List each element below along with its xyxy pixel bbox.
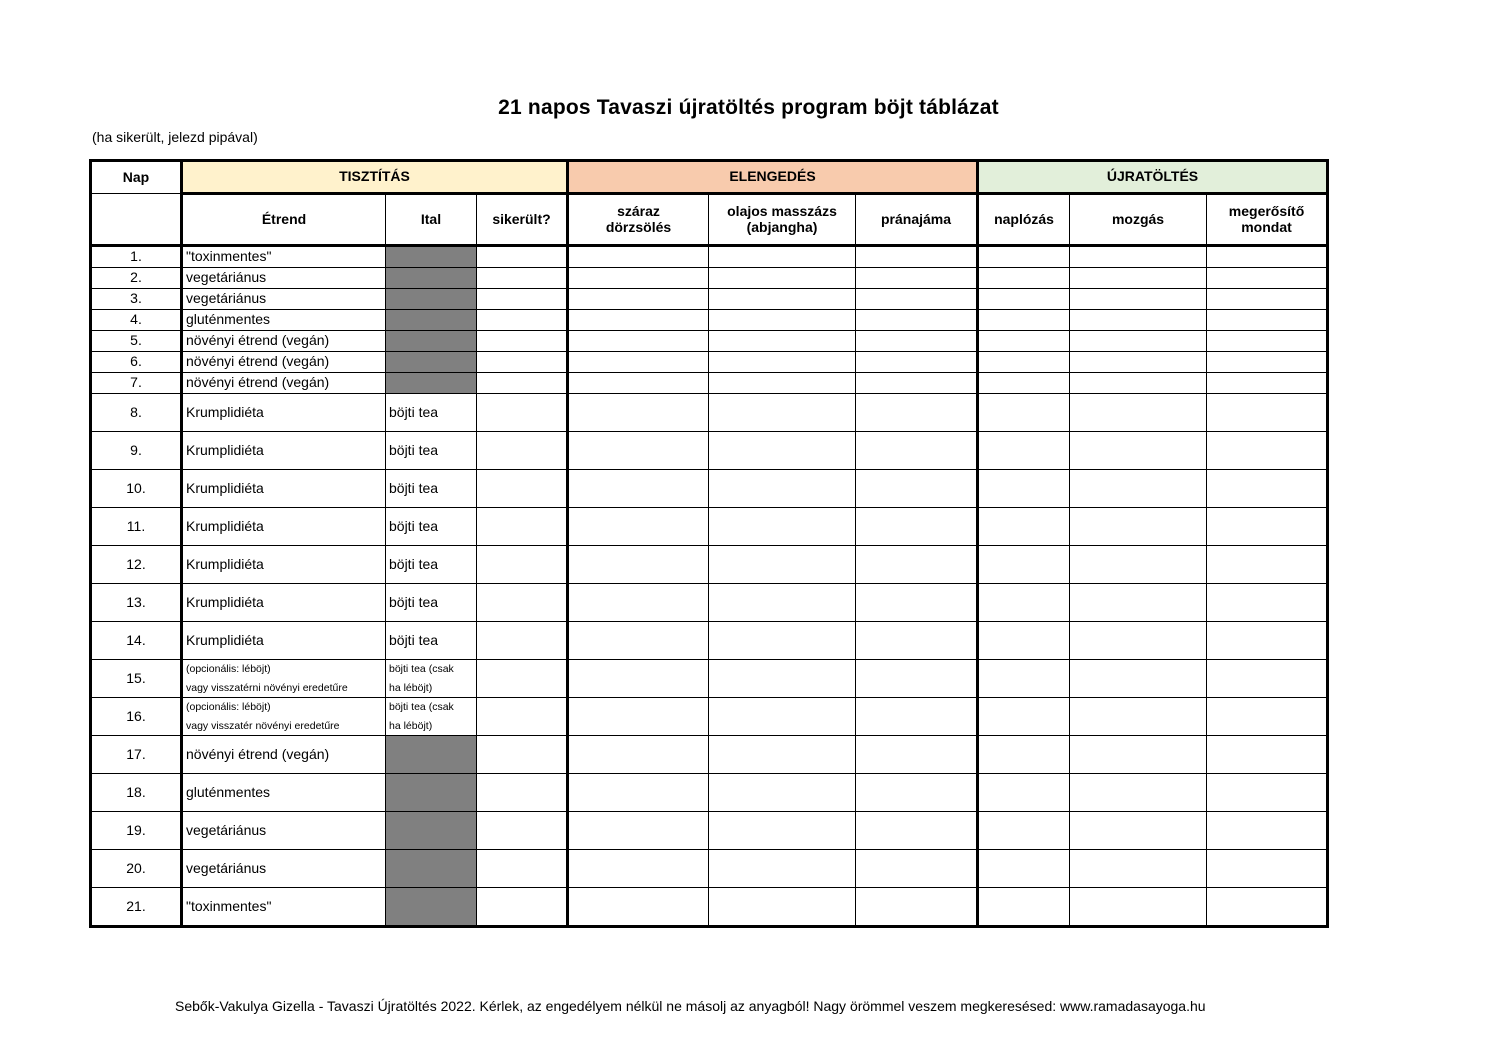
mozgas-cell[interactable] <box>1070 584 1207 622</box>
olajos-masszazs-cell[interactable] <box>709 432 856 470</box>
etrend-cell: Krumplidiéta <box>182 546 386 584</box>
col-sikerult: sikerült? <box>477 194 568 246</box>
ital-line2: ha léböjt) <box>389 681 433 694</box>
mozgas-cell[interactable] <box>1070 888 1207 927</box>
naplozas-cell[interactable] <box>978 289 1070 310</box>
naplozas-cell[interactable] <box>978 470 1070 508</box>
nap-cell: 9. <box>91 432 182 470</box>
sikerult-checkbox-cell[interactable] <box>477 812 568 850</box>
megerosito-mondat-cell[interactable] <box>1207 432 1328 470</box>
naplozas-cell[interactable] <box>978 432 1070 470</box>
etrend-line2: vagy visszatérni növényi eredetűre <box>186 681 348 694</box>
table-row <box>91 774 1328 812</box>
etrend-cell: vegetáriánus <box>182 850 386 888</box>
table-row <box>91 698 1328 736</box>
naplozas-cell[interactable] <box>978 310 1070 331</box>
mozgas-cell[interactable] <box>1070 850 1207 888</box>
group-elengedes: ELENGEDÉS <box>568 161 978 194</box>
megerosito-mondat-cell[interactable] <box>1207 812 1328 850</box>
mozgas-cell[interactable] <box>1070 660 1207 698</box>
table-row <box>91 432 1328 470</box>
table-row <box>91 508 1328 546</box>
etrend-cell: Krumplidiéta <box>182 394 386 432</box>
ital-cell: böjti tea <box>386 432 477 470</box>
szaraz-dorzsoles-cell[interactable] <box>568 584 709 622</box>
olajos-masszazs-cell[interactable] <box>709 850 856 888</box>
naplozas-cell[interactable] <box>978 698 1070 736</box>
szaraz-dorzsoles-cell[interactable] <box>568 289 709 310</box>
ital-cell <box>386 246 477 268</box>
szaraz-dorzsoles-cell[interactable] <box>568 736 709 774</box>
szaraz-dorzsoles-cell[interactable] <box>568 246 709 268</box>
ital-cell <box>386 268 477 289</box>
footer-copyright: Sebők-Vakulya Gizella - Tavaszi Újratöltés 2022. Kérlek, az engedélyem nélkül ne másolj az anyagból! Nagy örömmel veszem megkeresésed: www.ramadasayoga.hu <box>175 998 1206 1014</box>
olajos-masszazs-cell[interactable] <box>709 470 856 508</box>
etrend-cell: Krumplidiéta <box>182 470 386 508</box>
szaraz-dorzsoles-cell[interactable] <box>568 394 709 432</box>
pranajama-cell[interactable] <box>856 698 978 736</box>
naplozas-cell[interactable] <box>978 736 1070 774</box>
ital-cell <box>386 698 477 736</box>
ital-cell: böjti tea <box>386 508 477 546</box>
megerosito-mondat-cell[interactable] <box>1207 470 1328 508</box>
etrend-cell: növényi étrend (vegán) <box>182 352 386 373</box>
ital-line1: böjti tea (csak <box>389 701 454 714</box>
megerosito-mondat-cell[interactable] <box>1207 584 1328 622</box>
nap-header: Nap <box>91 161 182 194</box>
table-row <box>91 310 1328 331</box>
naplozas-cell[interactable] <box>978 508 1070 546</box>
megerosito-mondat-cell[interactable] <box>1207 246 1328 268</box>
etrend-line1: (opcionális: léböjt) <box>186 663 271 676</box>
fasting-table <box>89 159 1329 928</box>
table-row <box>91 812 1328 850</box>
table-row <box>91 470 1328 508</box>
megerosito-mondat-cell[interactable] <box>1207 774 1328 812</box>
sikerult-checkbox-cell[interactable] <box>477 888 568 927</box>
col-pranajama: pránajáma <box>856 194 978 246</box>
nap-subheader <box>91 194 182 246</box>
mozgas-cell[interactable] <box>1070 268 1207 289</box>
szaraz-dorzsoles-cell[interactable] <box>568 432 709 470</box>
pranajama-cell[interactable] <box>856 470 978 508</box>
pranajama-cell[interactable] <box>856 774 978 812</box>
nap-cell: 11. <box>91 508 182 546</box>
etrend-cell: gluténmentes <box>182 774 386 812</box>
sikerult-checkbox-cell[interactable] <box>477 352 568 373</box>
olajos-masszazs-cell[interactable] <box>709 394 856 432</box>
sikerult-checkbox-cell[interactable] <box>477 660 568 698</box>
etrend-cell: Krumplidiéta <box>182 584 386 622</box>
table-row <box>91 584 1328 622</box>
etrend-cell: "toxinmentes" <box>182 888 386 927</box>
group-header-row <box>91 161 1328 194</box>
etrend-cell: növényi étrend (vegán) <box>182 736 386 774</box>
pranajama-cell[interactable] <box>856 289 978 310</box>
sikerult-checkbox-cell[interactable] <box>477 268 568 289</box>
sikerult-checkbox-cell[interactable] <box>477 432 568 470</box>
mozgas-cell[interactable] <box>1070 470 1207 508</box>
nap-cell: 7. <box>91 373 182 394</box>
table-row <box>91 622 1328 660</box>
olajos-masszazs-cell[interactable] <box>709 888 856 927</box>
megerosito-mondat-cell[interactable] <box>1207 310 1328 331</box>
olajos-masszazs-cell[interactable] <box>709 268 856 289</box>
table-row <box>91 736 1328 774</box>
pranajama-cell[interactable] <box>856 352 978 373</box>
table-row <box>91 888 1328 927</box>
naplozas-cell[interactable] <box>978 394 1070 432</box>
naplozas-cell[interactable] <box>978 850 1070 888</box>
table-row <box>91 850 1328 888</box>
table-row <box>91 289 1328 310</box>
ital-line1: böjti tea (csak <box>389 663 454 676</box>
ital-cell <box>386 660 477 698</box>
mozgas-cell[interactable] <box>1070 373 1207 394</box>
olajos-masszazs-cell[interactable] <box>709 508 856 546</box>
megerosito-mondat-cell[interactable] <box>1207 546 1328 584</box>
ital-cell: böjti tea <box>386 470 477 508</box>
pranajama-cell[interactable] <box>856 850 978 888</box>
naplozas-cell[interactable] <box>978 352 1070 373</box>
nap-cell: 4. <box>91 310 182 331</box>
szaraz-dorzsoles-cell[interactable] <box>568 508 709 546</box>
sikerult-checkbox-cell[interactable] <box>477 508 568 546</box>
szaraz-dorzsoles-cell[interactable] <box>568 331 709 352</box>
nap-cell: 2. <box>91 268 182 289</box>
megerosito-mondat-cell[interactable] <box>1207 660 1328 698</box>
ital-cell <box>386 736 477 774</box>
mozgas-cell[interactable] <box>1070 289 1207 310</box>
nap-cell: 17. <box>91 736 182 774</box>
pranajama-cell[interactable] <box>856 584 978 622</box>
col-olajos-line1: olajos masszázs <box>727 203 837 220</box>
mozgas-cell[interactable] <box>1070 508 1207 546</box>
col-megerosito-line1: megerősítő <box>1228 203 1305 220</box>
szaraz-dorzsoles-cell[interactable] <box>568 888 709 927</box>
etrend-cell: Krumplidiéta <box>182 508 386 546</box>
ital-cell <box>386 289 477 310</box>
col-naplozas: naplózás <box>978 194 1070 246</box>
pranajama-cell[interactable] <box>856 432 978 470</box>
column-header-row <box>91 194 1328 246</box>
pranajama-cell[interactable] <box>856 268 978 289</box>
szaraz-dorzsoles-cell[interactable] <box>568 373 709 394</box>
megerosito-mondat-cell[interactable] <box>1207 622 1328 660</box>
col-megerosito-line2: mondat <box>1241 218 1292 235</box>
nap-cell: 6. <box>91 352 182 373</box>
nap-cell: 12. <box>91 546 182 584</box>
megerosito-mondat-cell[interactable] <box>1207 373 1328 394</box>
col-etrend: Étrend <box>182 194 386 246</box>
table-row <box>91 268 1328 289</box>
mozgas-cell[interactable] <box>1070 394 1207 432</box>
megerosito-mondat-cell[interactable] <box>1207 394 1328 432</box>
naplozas-cell[interactable] <box>978 546 1070 584</box>
table-row <box>91 546 1328 584</box>
olajos-masszazs-cell[interactable] <box>709 310 856 331</box>
nap-cell: 21. <box>91 888 182 927</box>
sikerult-checkbox-cell[interactable] <box>477 331 568 352</box>
megerosito-mondat-cell[interactable] <box>1207 352 1328 373</box>
olajos-masszazs-cell[interactable] <box>709 736 856 774</box>
pranajama-cell[interactable] <box>856 394 978 432</box>
pranajama-cell[interactable] <box>856 246 978 268</box>
ital-cell: böjti tea <box>386 546 477 584</box>
mozgas-cell[interactable] <box>1070 310 1207 331</box>
ital-cell <box>386 812 477 850</box>
megerosito-mondat-cell[interactable] <box>1207 698 1328 736</box>
table-row <box>91 246 1328 268</box>
olajos-masszazs-cell[interactable] <box>709 289 856 310</box>
group-tisztitas: TISZTÍTÁS <box>182 161 568 194</box>
table-row <box>91 373 1328 394</box>
nap-cell: 5. <box>91 331 182 352</box>
olajos-masszazs-cell[interactable] <box>709 246 856 268</box>
ital-cell <box>386 373 477 394</box>
etrend-cell: növényi étrend (vegán) <box>182 331 386 352</box>
nap-cell: 14. <box>91 622 182 660</box>
etrend-cell: "toxinmentes" <box>182 246 386 268</box>
megerosito-mondat-cell[interactable] <box>1207 850 1328 888</box>
ital-cell: böjti tea <box>386 394 477 432</box>
col-mozgas: mozgás <box>1070 194 1207 246</box>
mozgas-cell[interactable] <box>1070 774 1207 812</box>
szaraz-dorzsoles-cell[interactable] <box>568 310 709 331</box>
megerosito-mondat-cell[interactable] <box>1207 888 1328 927</box>
szaraz-dorzsoles-cell[interactable] <box>568 774 709 812</box>
pranajama-cell[interactable] <box>856 310 978 331</box>
olajos-masszazs-cell[interactable] <box>709 546 856 584</box>
olajos-masszazs-cell[interactable] <box>709 352 856 373</box>
pranajama-cell[interactable] <box>856 546 978 584</box>
col-olajos-masszazs <box>709 194 856 246</box>
naplozas-cell[interactable] <box>978 774 1070 812</box>
sikerult-checkbox-cell[interactable] <box>477 310 568 331</box>
pranajama-cell[interactable] <box>856 622 978 660</box>
szaraz-dorzsoles-cell[interactable] <box>568 660 709 698</box>
olajos-masszazs-cell[interactable] <box>709 774 856 812</box>
nap-cell: 1. <box>91 246 182 268</box>
ital-cell <box>386 331 477 352</box>
table-row <box>91 394 1328 432</box>
etrend-cell: Krumplidiéta <box>182 432 386 470</box>
etrend-cell: vegetáriánus <box>182 289 386 310</box>
szaraz-dorzsoles-cell[interactable] <box>568 812 709 850</box>
sikerult-checkbox-cell[interactable] <box>477 698 568 736</box>
szaraz-dorzsoles-cell[interactable] <box>568 622 709 660</box>
table-row <box>91 660 1328 698</box>
naplozas-cell[interactable] <box>978 660 1070 698</box>
mozgas-cell[interactable] <box>1070 432 1207 470</box>
megerosito-mondat-cell[interactable] <box>1207 268 1328 289</box>
ital-cell <box>386 310 477 331</box>
etrend-cell <box>182 660 386 698</box>
megerosito-mondat-cell[interactable] <box>1207 331 1328 352</box>
group-ujratoltes: ÚJRATÖLTÉS <box>978 161 1328 194</box>
naplozas-cell[interactable] <box>978 246 1070 268</box>
megerosito-mondat-cell[interactable] <box>1207 289 1328 310</box>
etrend-cell: gluténmentes <box>182 310 386 331</box>
olajos-masszazs-cell[interactable] <box>709 698 856 736</box>
sikerult-checkbox-cell[interactable] <box>477 736 568 774</box>
naplozas-cell[interactable] <box>978 812 1070 850</box>
sikerult-checkbox-cell[interactable] <box>477 246 568 268</box>
col-ital: Ital <box>386 194 477 246</box>
olajos-masszazs-cell[interactable] <box>709 584 856 622</box>
sikerult-checkbox-cell[interactable] <box>477 774 568 812</box>
mozgas-cell[interactable] <box>1070 622 1207 660</box>
pranajama-cell[interactable] <box>856 736 978 774</box>
pranajama-cell[interactable] <box>856 660 978 698</box>
etrend-cell <box>182 698 386 736</box>
olajos-masszazs-cell[interactable] <box>709 622 856 660</box>
sikerult-checkbox-cell[interactable] <box>477 622 568 660</box>
naplozas-cell[interactable] <box>978 888 1070 927</box>
szaraz-dorzsoles-cell[interactable] <box>568 850 709 888</box>
nap-cell: 18. <box>91 774 182 812</box>
ital-cell <box>386 850 477 888</box>
etrend-cell: Krumplidiéta <box>182 622 386 660</box>
szaraz-dorzsoles-cell[interactable] <box>568 352 709 373</box>
col-szaraz-line2: dörzsölés <box>605 218 672 235</box>
sikerult-checkbox-cell[interactable] <box>477 850 568 888</box>
mozgas-cell[interactable] <box>1070 698 1207 736</box>
page-title: 21 napos Tavaszi újratöltés program böjt táblázat <box>498 96 999 119</box>
pranajama-cell[interactable] <box>856 373 978 394</box>
mozgas-cell[interactable] <box>1070 812 1207 850</box>
mozgas-cell[interactable] <box>1070 246 1207 268</box>
megerosito-mondat-cell[interactable] <box>1207 508 1328 546</box>
sikerult-checkbox-cell[interactable] <box>477 289 568 310</box>
instruction-note: (ha sikerült, jelezd pipával) <box>92 129 258 145</box>
naplozas-cell[interactable] <box>978 622 1070 660</box>
nap-cell: 10. <box>91 470 182 508</box>
naplozas-cell[interactable] <box>978 584 1070 622</box>
mozgas-cell[interactable] <box>1070 331 1207 352</box>
nap-cell: 3. <box>91 289 182 310</box>
sikerult-checkbox-cell[interactable] <box>477 584 568 622</box>
nap-cell: 8. <box>91 394 182 432</box>
nap-cell: 13. <box>91 584 182 622</box>
ital-cell <box>386 888 477 927</box>
col-olajos-line2: (abjangha) <box>746 218 818 235</box>
mozgas-cell[interactable] <box>1070 736 1207 774</box>
table-row <box>91 331 1328 352</box>
olajos-masszazs-cell[interactable] <box>709 660 856 698</box>
olajos-masszazs-cell[interactable] <box>709 812 856 850</box>
szaraz-dorzsoles-cell[interactable] <box>568 470 709 508</box>
pranajama-cell[interactable] <box>856 508 978 546</box>
ital-cell: böjti tea <box>386 584 477 622</box>
naplozas-cell[interactable] <box>978 373 1070 394</box>
nap-cell: 19. <box>91 812 182 850</box>
megerosito-mondat-cell[interactable] <box>1207 736 1328 774</box>
col-megerosito-mondat <box>1207 194 1328 246</box>
szaraz-dorzsoles-cell[interactable] <box>568 546 709 584</box>
etrend-cell: növényi étrend (vegán) <box>182 373 386 394</box>
ital-cell <box>386 774 477 812</box>
szaraz-dorzsoles-cell[interactable] <box>568 698 709 736</box>
pranajama-cell[interactable] <box>856 812 978 850</box>
pranajama-cell[interactable] <box>856 888 978 927</box>
etrend-line2: vagy visszatér növényi eredetűre <box>186 719 340 732</box>
ital-cell: böjti tea <box>386 622 477 660</box>
sikerult-checkbox-cell[interactable] <box>477 546 568 584</box>
ital-line2: ha léböjt) <box>389 719 433 732</box>
naplozas-cell[interactable] <box>978 331 1070 352</box>
naplozas-cell[interactable] <box>978 268 1070 289</box>
etrend-line1: (opcionális: léböjt) <box>186 701 271 714</box>
nap-cell: 20. <box>91 850 182 888</box>
table-row <box>91 352 1328 373</box>
etrend-cell: vegetáriánus <box>182 268 386 289</box>
sikerult-checkbox-cell[interactable] <box>477 394 568 432</box>
olajos-masszazs-cell[interactable] <box>709 331 856 352</box>
ital-cell <box>386 352 477 373</box>
olajos-masszazs-cell[interactable] <box>709 373 856 394</box>
nap-cell: 15. <box>91 660 182 698</box>
pranajama-cell[interactable] <box>856 331 978 352</box>
mozgas-cell[interactable] <box>1070 352 1207 373</box>
col-szaraz-line1: száraz <box>617 203 660 220</box>
etrend-cell: vegetáriánus <box>182 812 386 850</box>
col-szaraz-dorzsoles <box>568 194 709 246</box>
sikerult-checkbox-cell[interactable] <box>477 373 568 394</box>
nap-cell: 16. <box>91 698 182 736</box>
mozgas-cell[interactable] <box>1070 546 1207 584</box>
sikerult-checkbox-cell[interactable] <box>477 470 568 508</box>
szaraz-dorzsoles-cell[interactable] <box>568 268 709 289</box>
